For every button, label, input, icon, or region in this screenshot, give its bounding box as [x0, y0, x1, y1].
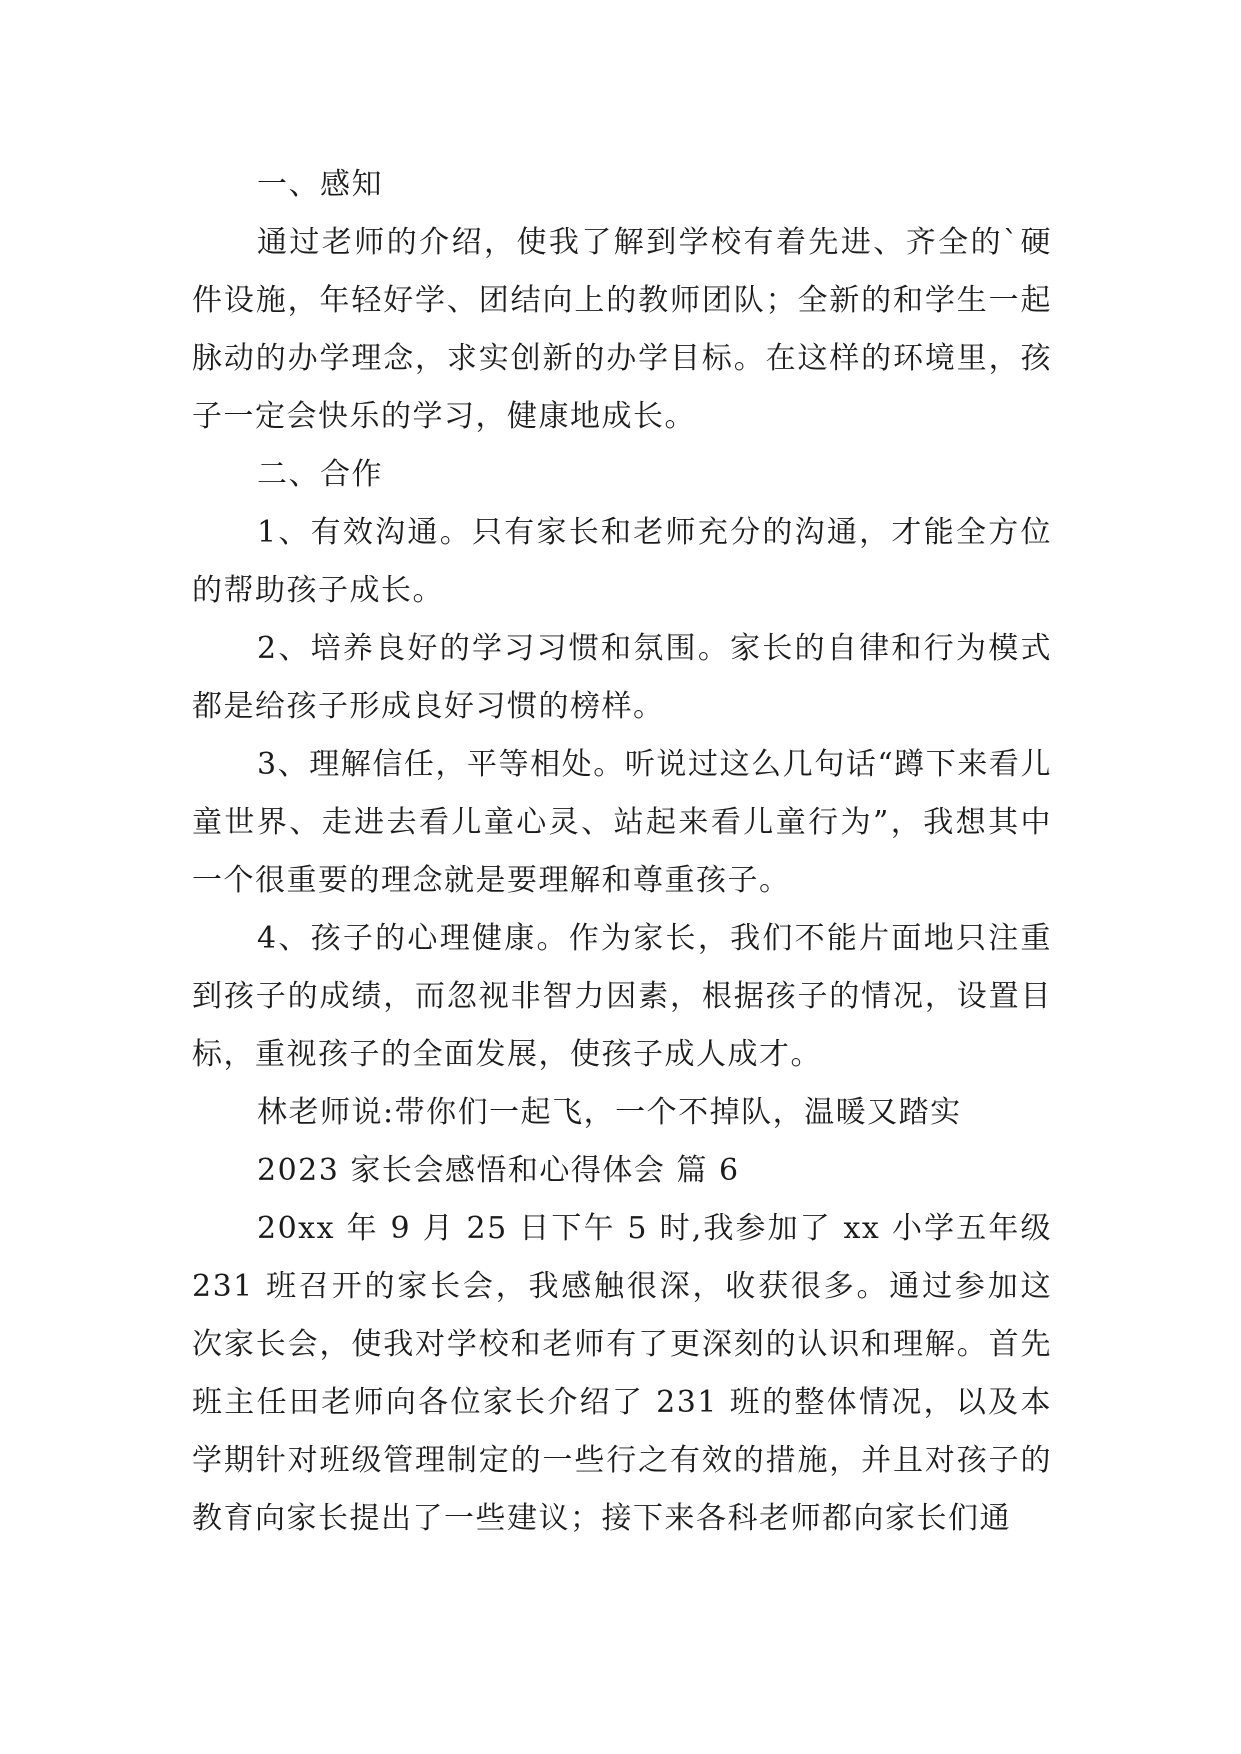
- section-title-part-6: 2023 家长会感悟和心得体会 篇 6: [257, 1153, 740, 1188]
- paragraph-point-3: 3、理解信任，平等相处。听说过这么几句话“蹲下来看儿童世界、走进去看儿童心灵、站起来看儿童行为”，我想其中一个很重要的理念就是要理解和尊重孩子。: [192, 747, 1052, 898]
- paragraph-teacher-quote: 林老师说:带你们一起飞，一个不掉队，温暖又踏实: [257, 1095, 962, 1130]
- paragraph-point-1: 1、有效沟通。只有家长和老师充分的沟通，才能全方位的帮助孩子成长。: [192, 515, 1052, 608]
- paragraph-point-2: 2、培养良好的学习习惯和氛围。家长的自律和行为模式都是给孩子形成良好习惯的榜样。: [192, 631, 1052, 724]
- heading-perception: 一、感知: [257, 167, 383, 202]
- paragraph-point-4: 4、孩子的心理健康。作为家长，我们不能片面地只注重到孩子的成绩，而忽视非智力因素，根据孩子的情况，设置目标，重视孩子的全面发展，使孩子成人成才。: [192, 921, 1052, 1072]
- heading-cooperation: 二、合作: [257, 457, 383, 492]
- paragraph-school-intro: 通过老师的介绍，使我了解到学校有着先进、齐全的`硬件设施，年轻好学、团结向上的教师团队；全新的和学生一起脉动的办学理念，求实创新的办学目标。在这样的环境里，孩子一定会快乐的学习，健康地成长。: [192, 225, 1052, 434]
- paragraph-meeting-account: 20xx 年 9 月 25 日下午 5 时,我参加了 xx 小学五年级 231 班召开的家长会，我感触很深，收获很多。通过参加这次家长会，使我对学校和老师有了更深刻的认识和理解。首先班主任田老师向各位家长介绍了 231 班的整体情况，以及本学期针对班级管理制定的一些行之有效的措施，并且对孩子的教育向家长提出了一些建议；接下来各科老师都向家长们通: [192, 1211, 1052, 1536]
- document-body: [192, 156, 1052, 1548]
